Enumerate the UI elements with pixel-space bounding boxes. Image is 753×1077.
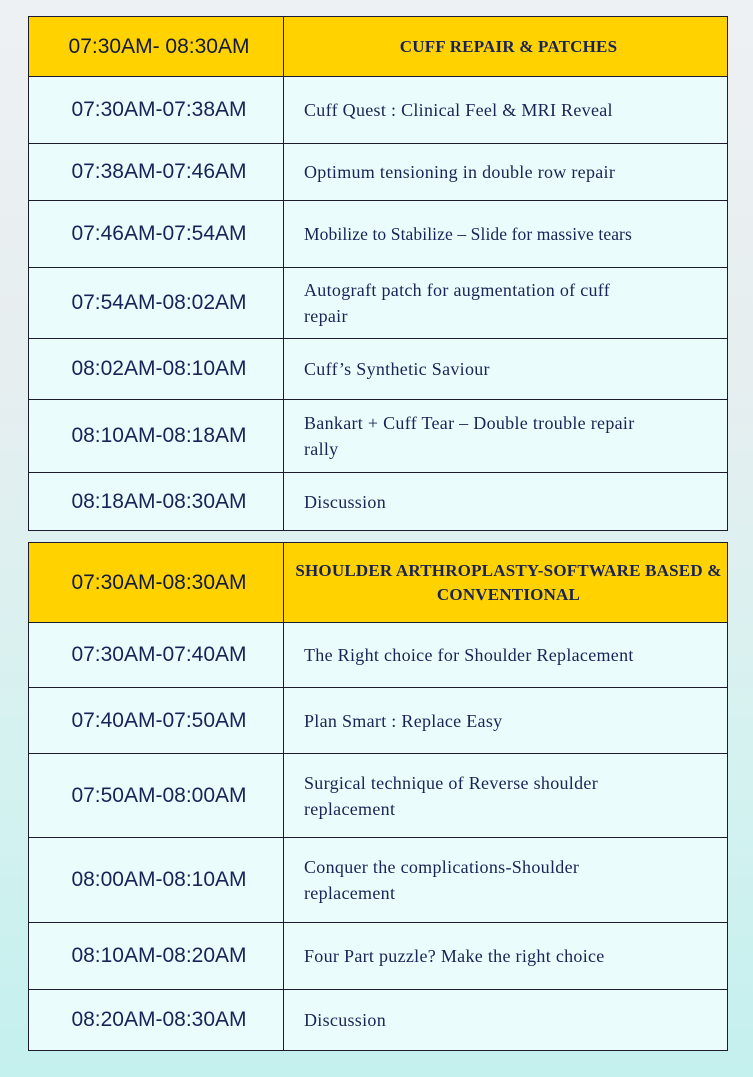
talk-time: 08:10AM-08:20AM	[29, 923, 284, 989]
talk-time: 07:30AM-07:38AM	[29, 77, 284, 143]
talk-topic: Optimum tensioning in double row repair	[304, 162, 616, 182]
talk-time: 08:18AM-08:30AM	[29, 473, 284, 530]
talk-time: 07:46AM-07:54AM	[29, 201, 284, 267]
talk-row	[29, 838, 727, 923]
talk-time: 08:20AM-08:30AM	[29, 990, 284, 1050]
talk-topic: Cuff’s Synthetic Saviour	[304, 359, 490, 379]
talk-topic: Four Part puzzle? Make the right choice	[304, 946, 605, 966]
session-header	[29, 17, 727, 77]
talk-row	[29, 754, 727, 838]
session-title: SHOULDER ARTHROPLASTY-SOFTWARE BASED & CONVENTIONAL	[295, 560, 722, 604]
talk-topic: Autograft patch for augmentation of cuff repair	[304, 280, 611, 326]
session-time: 07:30AM- 08:30AM	[29, 17, 284, 76]
talk-topic: Plan Smart : Replace Easy	[304, 710, 503, 731]
session-header	[29, 543, 727, 623]
talk-topic: Cuff Quest : Clinical Feel & MRI Reveal	[304, 100, 613, 120]
talk-time: 07:30AM-07:40AM	[29, 623, 284, 687]
session-table-shoulder-arthroplasty	[28, 542, 728, 1051]
talk-row	[29, 990, 727, 1050]
talk-time: 08:00AM-08:10AM	[29, 838, 284, 922]
talk-topic: Discussion	[304, 1010, 387, 1030]
talk-time: 07:50AM-08:00AM	[29, 754, 284, 837]
talk-row	[29, 339, 727, 400]
talk-row	[29, 623, 727, 688]
talk-row	[29, 688, 727, 754]
talk-row	[29, 201, 727, 268]
session-time: 07:30AM-08:30AM	[29, 543, 284, 622]
talk-time: 08:02AM-08:10AM	[29, 339, 284, 399]
talk-topic: Conquer the complications-Shoulder replacement	[304, 857, 580, 903]
talk-row	[29, 400, 727, 473]
talk-topic: Mobilize to Stabilize – Slide for massive tears	[304, 224, 632, 244]
talk-topic: Bankart + Cuff Tear – Double trouble repair rally	[304, 413, 635, 459]
talk-time: 07:40AM-07:50AM	[29, 688, 284, 753]
session-title: CUFF REPAIR & PATCHES	[399, 36, 618, 56]
session-table-cuff-repair	[28, 16, 728, 531]
talk-row	[29, 923, 727, 990]
talk-time: 08:10AM-08:18AM	[29, 400, 284, 472]
talk-row	[29, 268, 727, 339]
talk-time: 07:38AM-07:46AM	[29, 144, 284, 200]
talk-row	[29, 144, 727, 201]
talk-topic: The Right choice for Shoulder Replacement	[304, 645, 634, 665]
talk-topic: Surgical technique of Reverse shoulder replacement	[304, 772, 598, 819]
talk-row	[29, 473, 727, 530]
talk-row	[29, 77, 727, 144]
talk-topic: Discussion	[304, 491, 387, 512]
talk-time: 07:54AM-08:02AM	[29, 268, 284, 338]
